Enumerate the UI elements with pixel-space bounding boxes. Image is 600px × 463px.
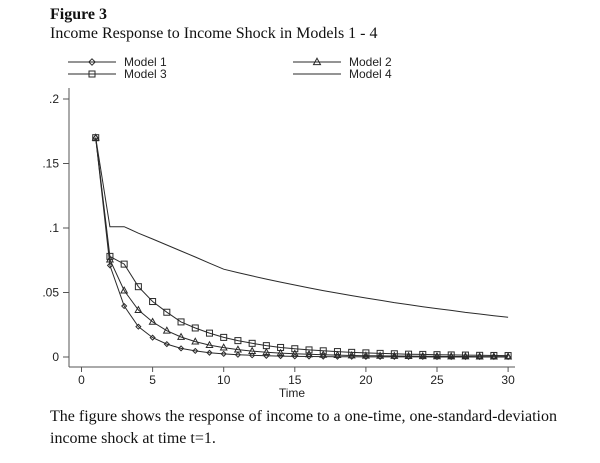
- x-axis-title: Time: [278, 386, 306, 400]
- y-tick-label: .15: [42, 156, 59, 171]
- legend-label-model-1: Model 1: [124, 55, 167, 69]
- x-tick-label: 25: [430, 373, 444, 387]
- model-4-line-marker-icon: [293, 68, 345, 80]
- figure-label: Figure 3: [50, 6, 108, 23]
- y-tick-label: .05: [42, 285, 59, 300]
- x-tick-label: 30: [501, 373, 515, 387]
- legend-entry-model-3: [68, 68, 167, 80]
- series-line-model-2: [96, 138, 508, 357]
- caption-line-1: The figure shows the response of income to a one-time, one-standard-deviation: [50, 408, 557, 425]
- model-3-square-marker-icon: [68, 68, 120, 80]
- model-2-triangle-marker-icon: [293, 56, 345, 68]
- y-tick-label: .1: [48, 221, 59, 235]
- legend-label-model-2: Model 2: [349, 55, 392, 69]
- x-tick-label: 10: [217, 373, 231, 387]
- figure-title: Income Response to Income Shock in Models 1 - 4: [50, 25, 378, 42]
- legend-label-model-4: Model 4: [349, 67, 392, 81]
- series-line-model-3: [96, 138, 508, 356]
- legend-entry-model-4: [293, 68, 392, 80]
- model-1-diamond-marker-icon: [68, 56, 120, 68]
- x-tick-label: 5: [149, 373, 156, 387]
- series-line-model-4: [96, 138, 508, 318]
- y-tick-label: .2: [48, 92, 59, 106]
- x-tick-label: 15: [288, 373, 302, 387]
- figure-caption: [50, 406, 557, 450]
- x-tick-label: 0: [78, 373, 85, 387]
- y-tick-label: 0: [52, 350, 59, 364]
- legend-label-model-3: Model 3: [124, 67, 167, 81]
- caption-line-2: income shock at time t=1.: [50, 430, 216, 447]
- series-line-model-1: [96, 138, 508, 357]
- x-tick-label: 20: [359, 373, 373, 387]
